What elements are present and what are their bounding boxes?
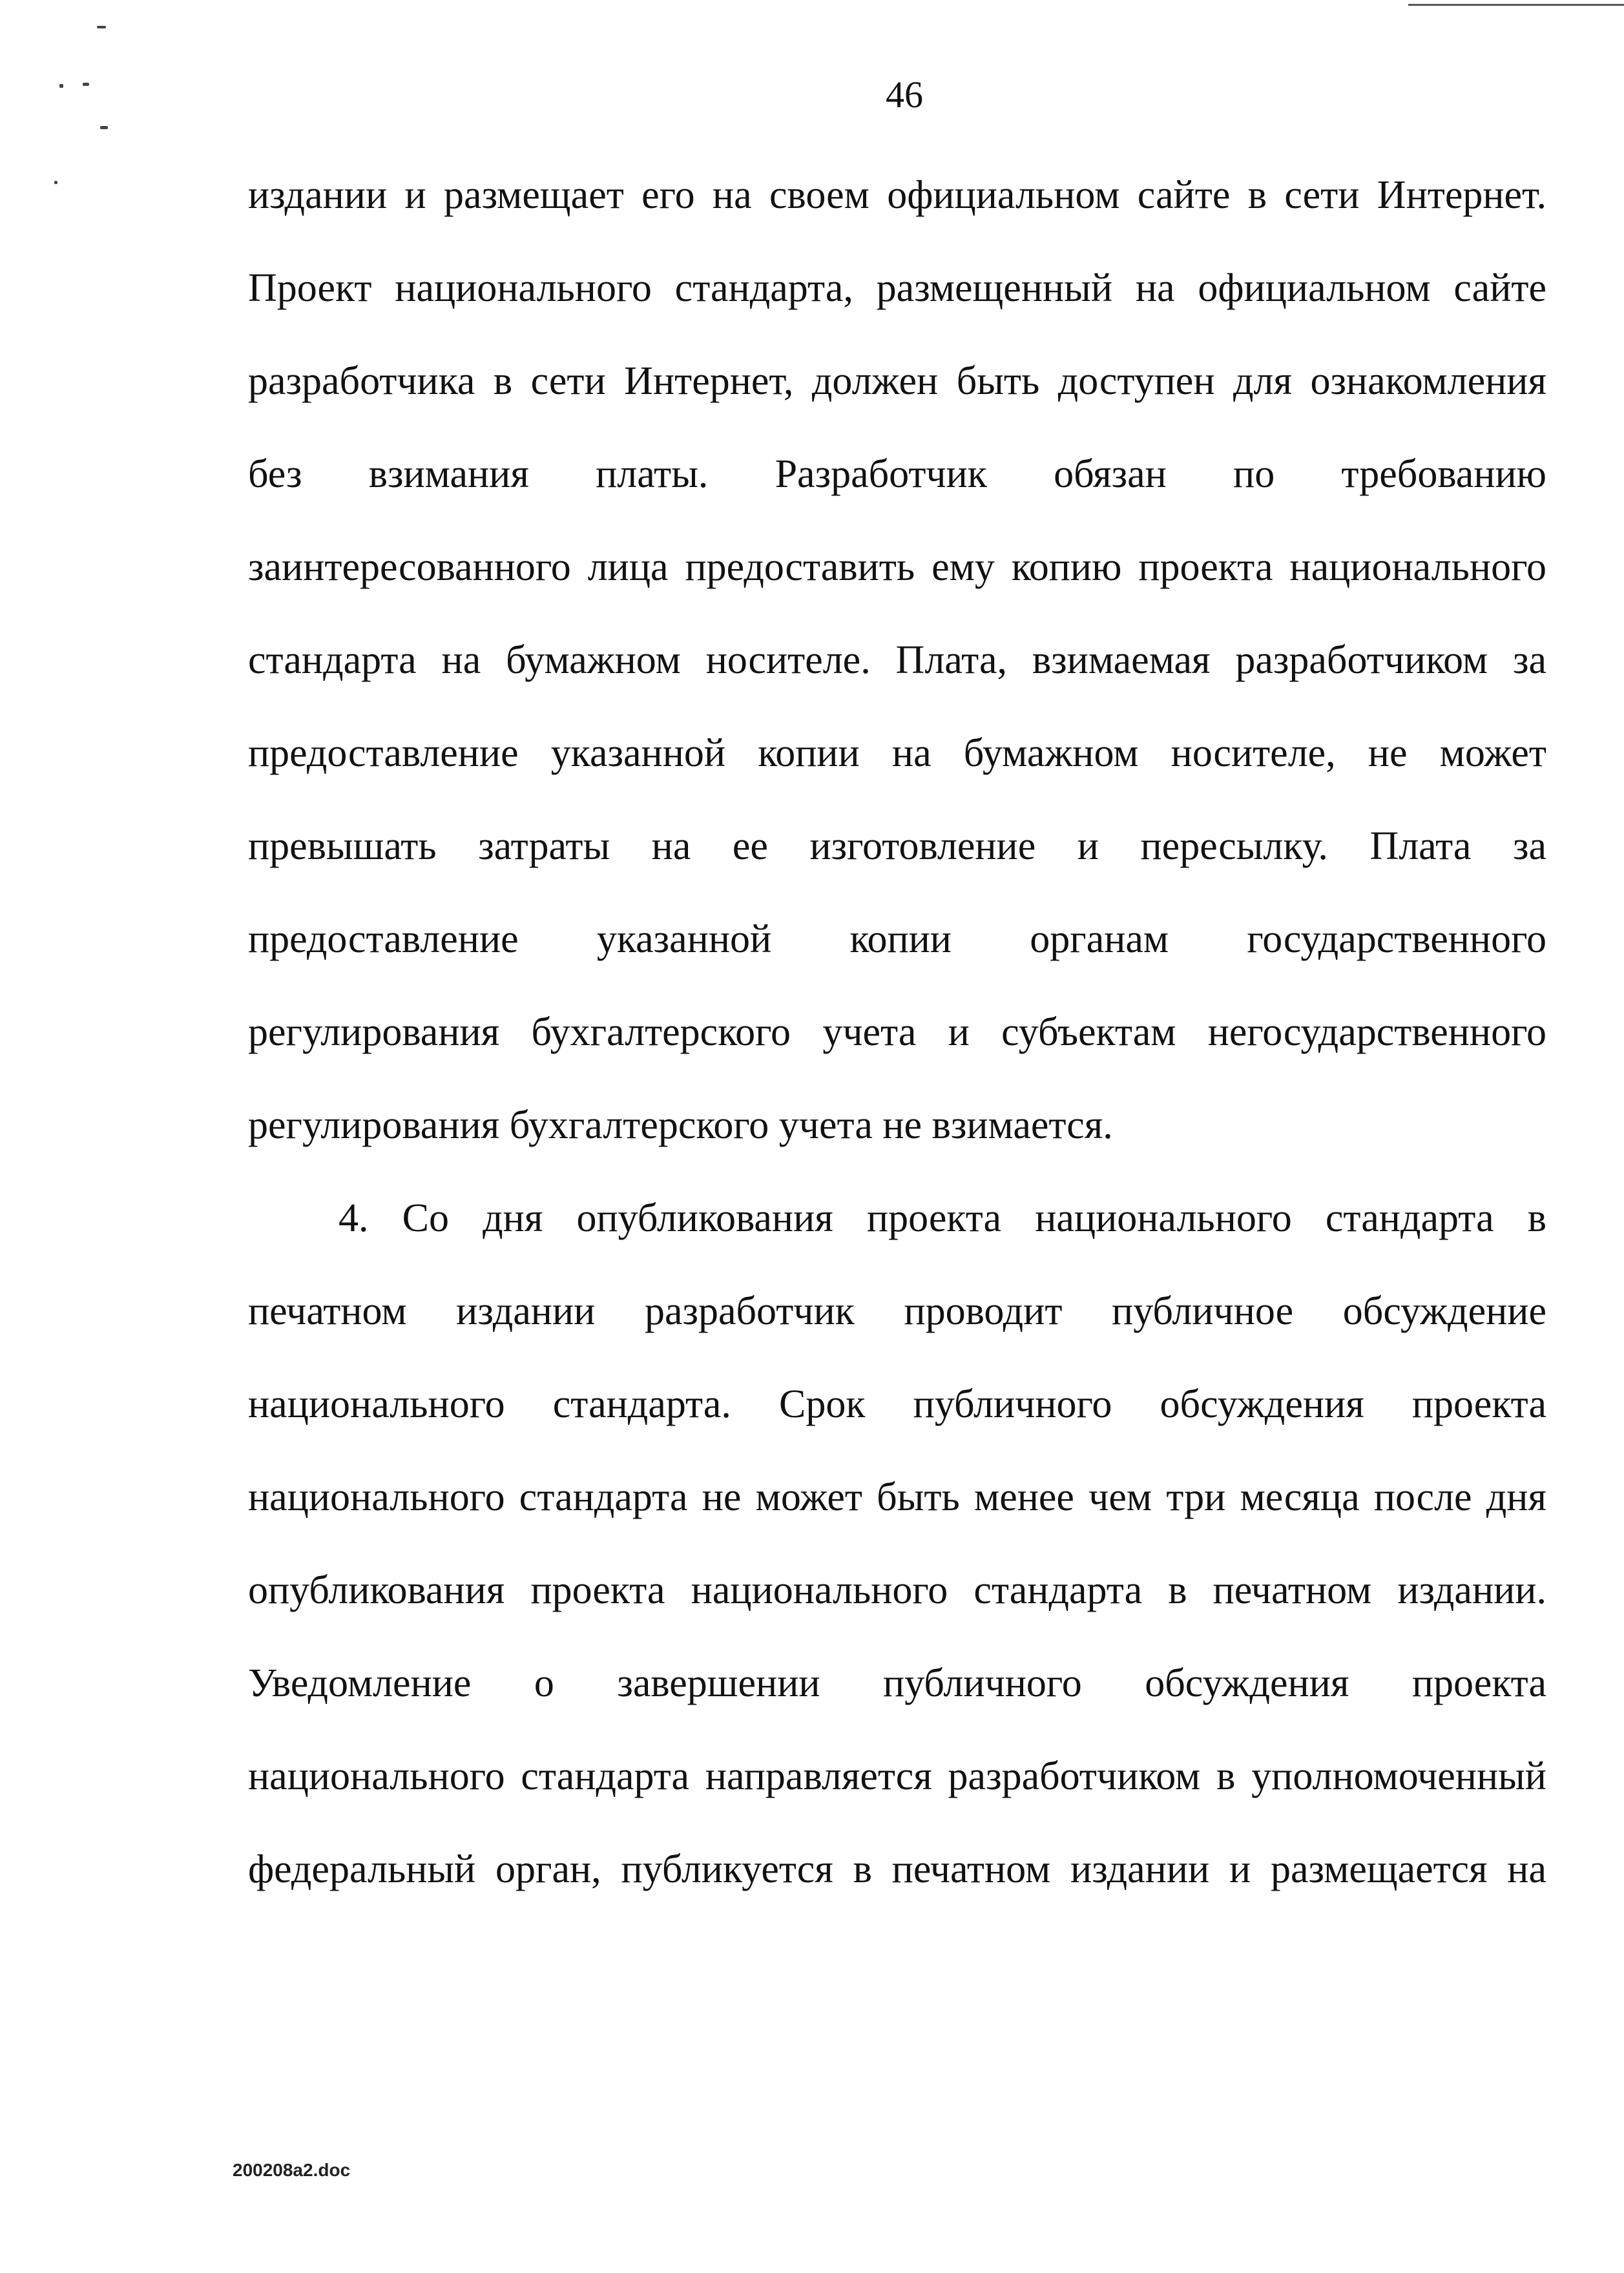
text-line: Проект национального стандарта, размещенный на официальном сайте xyxy=(248,266,1546,310)
text-line: 4. Со дня опубликования проекта национального стандарта в xyxy=(338,1196,1546,1240)
text-line: без взимания платы. Разработчик обязан по требованию xyxy=(248,452,1546,496)
paragraph xyxy=(248,169,1546,1192)
document-body xyxy=(248,169,1546,1936)
text-line: опубликования проекта национального стандарта в печатном издании. xyxy=(248,1568,1546,1612)
page-number: 46 xyxy=(886,74,923,116)
text-line: печатном издании разработчик проводит публичное обсуждение xyxy=(248,1289,1546,1333)
scan-edge-rule xyxy=(1408,4,1624,6)
text-line: разработчика в сети Интернет, должен быть доступен для ознакомления xyxy=(248,359,1546,403)
scan-speck xyxy=(83,83,89,86)
text-line: федеральный орган, публикуется в печатном издании и размещается на xyxy=(248,1847,1546,1891)
scan-speck xyxy=(54,181,57,184)
text-line: превышать затраты на ее изготовление и пересылку. Плата за xyxy=(248,824,1546,868)
text-line: Уведомление о завершении публичного обсуждения проекта xyxy=(248,1661,1546,1705)
paragraph xyxy=(248,1192,1546,1936)
text-line: издании и размещает его на своем официальном сайте в сети Интернет. xyxy=(248,173,1546,217)
text-line: стандарта на бумажном носителе. Плата, взимаемая разработчиком за xyxy=(248,638,1546,682)
text-line: национального стандарта. Срок публичного обсуждения проекта xyxy=(248,1382,1546,1426)
text-line: заинтересованного лица предоставить ему копию проекта национального xyxy=(248,545,1546,589)
text-line: предоставление указанной копии органам государственного xyxy=(248,917,1546,961)
text-line: предоставление указанной копии на бумажном носителе, не может xyxy=(248,731,1546,775)
text-line: регулирования бухгалтерского учета и субъектам негосударственного xyxy=(248,1010,1546,1054)
footer-filename: 200208a2.doc xyxy=(233,2160,351,2180)
text-line: национального стандарта направляется разработчиком в уполномоченный xyxy=(248,1754,1546,1798)
scan-speck xyxy=(100,126,108,129)
scan-speck xyxy=(59,84,63,88)
text-line: национального стандарта не может быть менее чем три месяца после дня xyxy=(248,1475,1546,1519)
scan-speck xyxy=(97,26,106,28)
text-line: регулирования бухгалтерского учета не взимается. xyxy=(248,1103,1113,1147)
